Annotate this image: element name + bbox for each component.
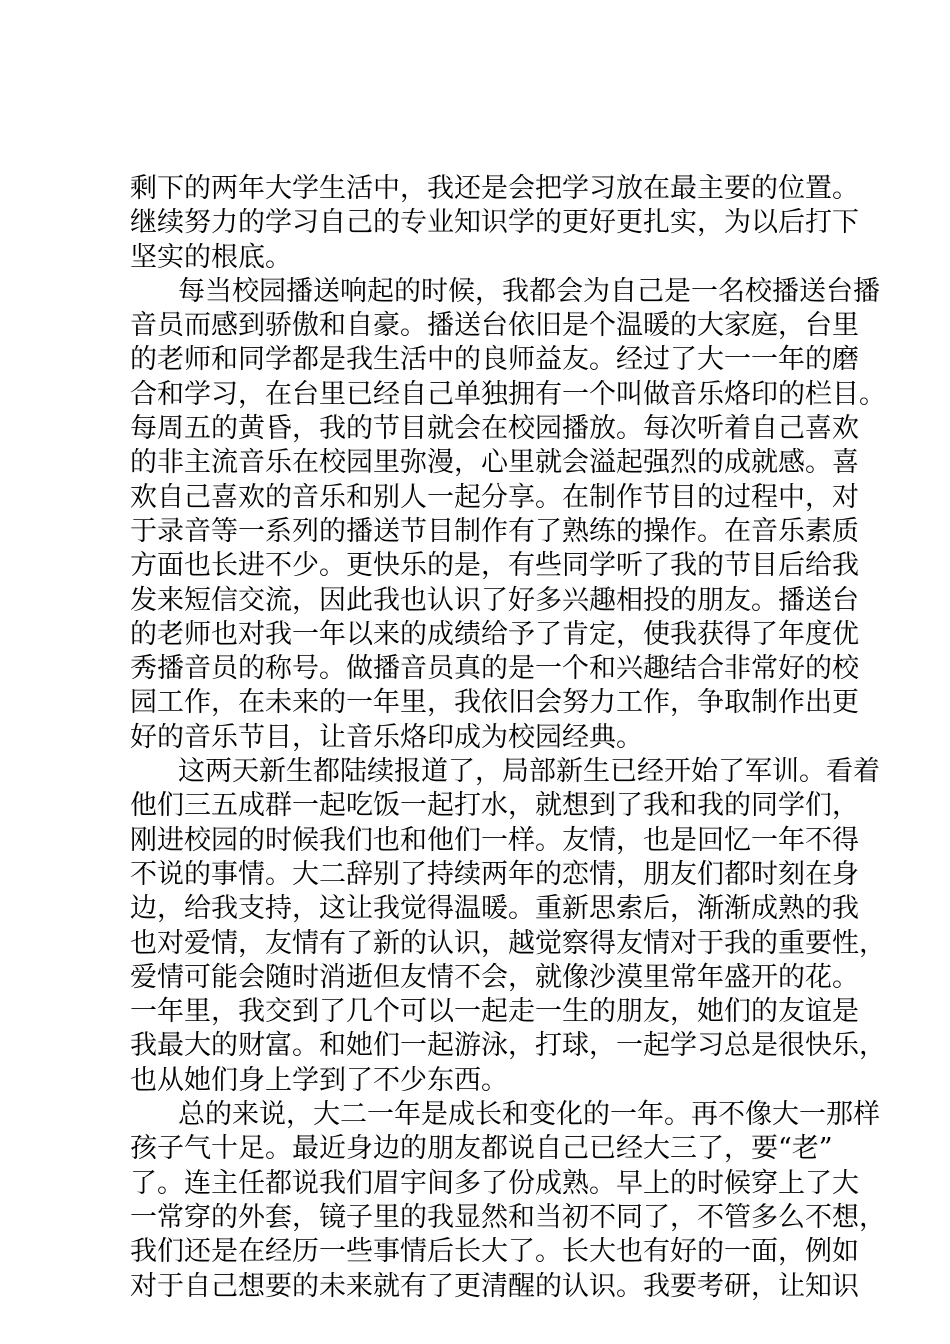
text-line: 也对爱情，友情有了新的认识，越觉察得友情对于我的重要性， (130, 927, 886, 959)
paragraph-start-line: 总的来说，大二一年是成长和变化的一年。再不像大一那样 (178, 1099, 880, 1131)
text-line: 园工作，在未来的一年里，我依旧会努力工作，争取制作出更 (130, 687, 859, 719)
text-line: 合和学习，在台里已经自己单独拥有一个叫做音乐烙印的栏目。 (130, 378, 886, 410)
text-line: 的非主流音乐在校园里弥漫，心里就会溢起强烈的成就感。喜 (130, 447, 859, 479)
text-line: 孩子气十足。最近身边的朋友都说自己已经大三了，要“老” (130, 1133, 833, 1165)
text-line: 坚实的根底。 (130, 241, 292, 273)
body-text (130, 172, 886, 1304)
text-line: 他们三五成群一起吃饭一起打水，就想到了我和我的同学们， (130, 790, 859, 822)
text-line: 的老师和同学都是我生活中的良师益友。经过了大一一年的磨 (130, 344, 859, 376)
text-line: 我最大的财富。和她们一起游泳，打球，一起学习总是很快乐， (130, 1030, 886, 1062)
text-line: 好的音乐节目，让音乐烙印成为校园经典。 (130, 721, 643, 753)
text-line: 也从她们身上学到了不少东西。 (130, 1064, 508, 1096)
text-line: 于录音等一系列的播送节目制作有了熟练的操作。在音乐素质 (130, 515, 859, 547)
text-line: 对于自己想要的未来就有了更清醒的认识。我要考研，让知识 (130, 1270, 859, 1302)
text-line: 欢自己喜欢的音乐和别人一起分享。在制作节目的过程中，对 (130, 481, 859, 513)
text-line: 剩下的两年大学生活中，我还是会把学习放在最主要的位置。 (130, 173, 859, 204)
text-line: 秀播音员的称号。做播音员真的是一个和兴趣结合非常好的校 (130, 653, 859, 685)
text-line: 方面也长进不少。更快乐的是，有些同学听了我的节目后给我 (130, 550, 859, 582)
text-line: 一常穿的外套，镜子里的我显然和当初不同了，不管多么不想， (130, 1201, 886, 1233)
text-line: 的老师也对我一年以来的成绩给予了肯定，使我获得了年度优 (130, 618, 859, 650)
text-line: 爱情可能会随时消逝但友情不会，就像沙漠里常年盛开的花。 (130, 961, 859, 993)
paragraph-start-line: 这两天新生都陆续报道了，局部新生已经开始了军训。看着 (178, 756, 880, 788)
text-line: 刚进校园的时候我们也和他们一样。友情，也是回忆一年不得 (130, 824, 859, 856)
text-line: 一年里，我交到了几个可以一起走一生的朋友，她们的友谊是 (130, 996, 859, 1028)
text-line: 边，给我支持，这让我觉得温暖。重新思索后，渐渐成熟的我 (130, 893, 859, 925)
text-line: 了。连主任都说我们眉宇间多了份成熟。早上的时候穿上了大 (130, 1167, 859, 1199)
text-line: 我们还是在经历一些事情后长大了。长大也有好的一面，例如 (130, 1236, 859, 1268)
text-line: 音员而感到骄傲和自豪。播送台依旧是个温暖的大家庭，台里 (130, 310, 859, 342)
text-line: 不说的事情。大二辞别了持续两年的恋情，朋友们都时刻在身 (130, 858, 859, 890)
paragraph-start-line: 每当校园播送响起的时候，我都会为自己是一名校播送台播 (178, 275, 880, 307)
text-line: 每周五的黄昏，我的节目就会在校园播放。每次听着自己喜欢 (130, 413, 859, 445)
text-line: 发来短信交流，因此我也认识了好多兴趣相投的朋友。播送台 (130, 584, 859, 616)
text-line: 继续努力的学习自己的专业知识学的更好更扎实，为以后打下 (130, 207, 859, 239)
